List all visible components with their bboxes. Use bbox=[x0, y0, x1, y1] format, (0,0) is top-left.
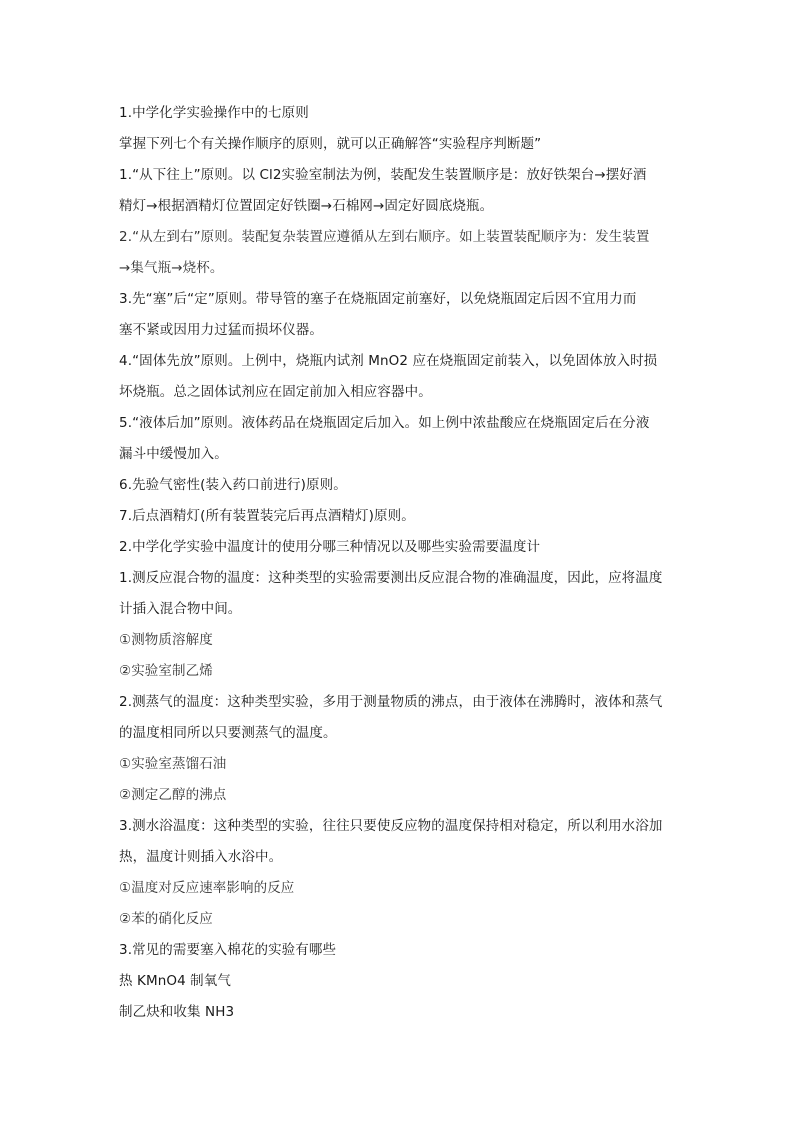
rule-6: 6.先验气密性(装入药口前进行)原则。 bbox=[119, 477, 347, 493]
thermo-2-example-1: ①实验室蒸馏石油 bbox=[119, 756, 227, 772]
cotton-example-2: 制乙炔和收集 NH3 bbox=[119, 1004, 235, 1020]
rule-1-line-2: 精灯→根据酒精灯位置固定好铁圈→石棉网→固定好圆底烧瓶。 bbox=[119, 198, 494, 214]
cotton-example-1: 热 KMnO4 制氧气 bbox=[119, 973, 231, 989]
rule-5-line-2: 漏斗中缓慢加入。 bbox=[119, 446, 228, 462]
thermo-1-line-2: 计插入混合物中间。 bbox=[119, 601, 242, 617]
thermo-1-line-1: 1.测反应混合物的温度：这种类型的实验需要测出反应混合物的准确温度，因此，应将温度 bbox=[119, 570, 663, 586]
thermo-1-example-2: ②实验室制乙烯 bbox=[119, 663, 213, 679]
rule-3-line-2: 塞不紧或因用力过猛而损坏仪器。 bbox=[119, 322, 323, 338]
thermo-2-line-2: 的温度相同所以只要测蒸气的温度。 bbox=[119, 725, 337, 741]
rule-4-line-2: 坏烧瓶。总之固体试剂应在固定前加入相应容器中。 bbox=[119, 384, 432, 400]
section-heading-2: 2.中学化学实验中温度计的使用分哪三种情况以及哪些实验需要温度计 bbox=[119, 539, 541, 555]
rule-3-line-1: 3.先“塞”后“定”原则。带导管的塞子在烧瓶固定前塞好，以免烧瓶固定后因不宜用力而 bbox=[119, 291, 637, 307]
thermo-3-example-1: ①温度对反应速率影响的反应 bbox=[119, 880, 295, 896]
document-body bbox=[119, 98, 679, 1028]
intro-line: 掌握下列七个有关操作顺序的原则，就可以正确解答“实验程序判断题” bbox=[119, 136, 542, 152]
rule-2-line-1: 2.“从左到右”原则。装配复杂装置应遵循从左到右顺序。如上装置装配顺序为：发生装置 bbox=[119, 229, 650, 245]
rule-1-line-1: 1.“从下往上”原则。以 Cl2实验室制法为例，装配发生装置顺序是：放好铁架台→摆好酒 bbox=[119, 167, 647, 183]
thermo-3-line-1: 3.测水浴温度：这种类型的实验，往往只要使反应物的温度保持相对稳定，所以利用水浴加 bbox=[119, 818, 663, 834]
rule-4-line-1: 4.“固体先放”原则。上例中，烧瓶内试剂 MnO2 应在烧瓶固定前装入，以免固体放入时损 bbox=[119, 353, 658, 369]
section-heading-1: 1.中学化学实验操作中的七原则 bbox=[119, 105, 309, 121]
rule-7: 7.后点酒精灯(所有装置装完后再点酒精灯)原则。 bbox=[119, 508, 415, 524]
thermo-2-line-1: 2.测蒸气的温度：这种类型实验，多用于测量物质的沸点，由于液体在沸腾时，液体和蒸气 bbox=[119, 694, 663, 710]
thermo-3-line-2: 热，温度计则插入水浴中。 bbox=[119, 849, 283, 865]
rule-2-line-2: →集气瓶→烧杯。 bbox=[119, 260, 224, 276]
thermo-3-example-2: ②苯的硝化反应 bbox=[119, 911, 213, 927]
section-heading-3: 3.常见的需要塞入棉花的实验有哪些 bbox=[119, 942, 337, 958]
rule-5-line-1: 5.“液体后加”原则。液体药品在烧瓶固定后加入。如上例中浓盐酸应在烧瓶固定后在分液 bbox=[119, 415, 650, 431]
thermo-2-example-2: ②测定乙醇的沸点 bbox=[119, 787, 227, 803]
thermo-1-example-1: ①测物质溶解度 bbox=[119, 632, 213, 648]
